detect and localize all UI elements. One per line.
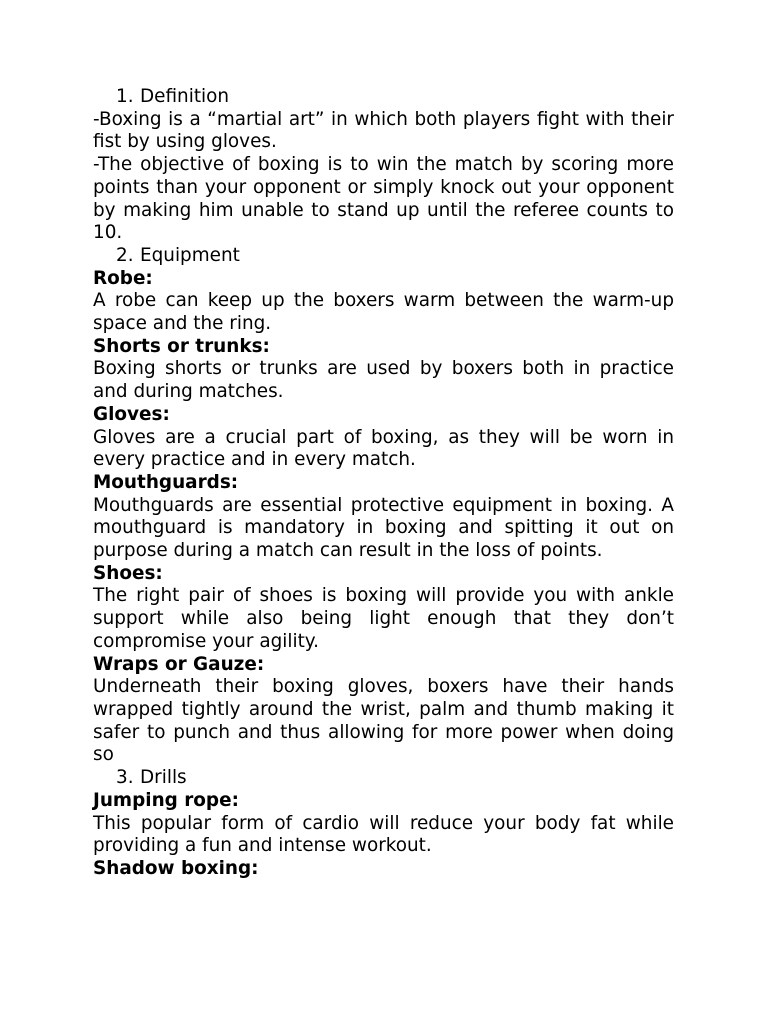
item-heading-gloves: Gloves: xyxy=(93,403,170,425)
section-number: 2. xyxy=(116,244,134,266)
item-heading-mouthguards: Mouthguards: xyxy=(93,471,239,493)
item-heading-jumping-rope: Jumping rope: xyxy=(93,789,239,811)
section-heading-drills xyxy=(93,767,674,790)
item-text-shorts: Boxing shorts or trunks are used by boxers both in practice and during matches. xyxy=(93,358,674,403)
section-title: Drills xyxy=(140,767,187,789)
item-text-mouthguards: Mouthguards are essential protective equipment in boxing. A mouthguard is mandatory in boxing and spitting it out on purpose during a match can result in the loss of points. xyxy=(93,494,674,562)
item-text-shoes: The right pair of shoes is boxing will provide you with ankle support while also being light enough that they don’t compromise your agility. xyxy=(93,585,674,652)
definition-paragraph: -Boxing is a “martial art” in which both players fight with their fist by using gloves. xyxy=(93,108,674,153)
item-heading-shorts: Shorts or trunks: xyxy=(93,335,270,357)
section-number: 1. xyxy=(116,86,134,107)
section-heading-definition xyxy=(93,86,674,109)
objective-paragraph: -The objective of boxing is to win the match by scoring more points than your opponent or simply knock out your opponent by making him unable to stand up until the referee counts to 10. xyxy=(93,154,674,244)
section-number: 3. xyxy=(116,767,134,789)
section-title: Equipment xyxy=(140,244,240,266)
item-text-wraps: Underneath their boxing gloves, boxers have their hands wrapped tightly around the wrist, palm and thumb making it safer to punch and thus allowing for more power when doing so xyxy=(93,676,674,766)
item-heading-robe: Robe: xyxy=(93,267,153,289)
item-heading-shoes: Shoes: xyxy=(93,562,163,584)
item-text-gloves: Gloves are a crucial part of boxing, as they will be worn in every practice and in every match. xyxy=(93,426,674,471)
item-heading-shadow-boxing: Shadow boxing: xyxy=(93,857,259,879)
item-heading-wraps: Wraps or Gauze: xyxy=(93,653,265,675)
section-title: Definition xyxy=(140,86,230,107)
document-page xyxy=(93,86,674,881)
item-text-jumping-rope: This popular form of cardio will reduce your body fat while providing a fun and intense workout. xyxy=(93,812,674,857)
item-text-robe: A robe can keep up the boxers warm between the warm-up space and the ring. xyxy=(93,290,674,335)
section-heading-equipment xyxy=(93,245,674,268)
